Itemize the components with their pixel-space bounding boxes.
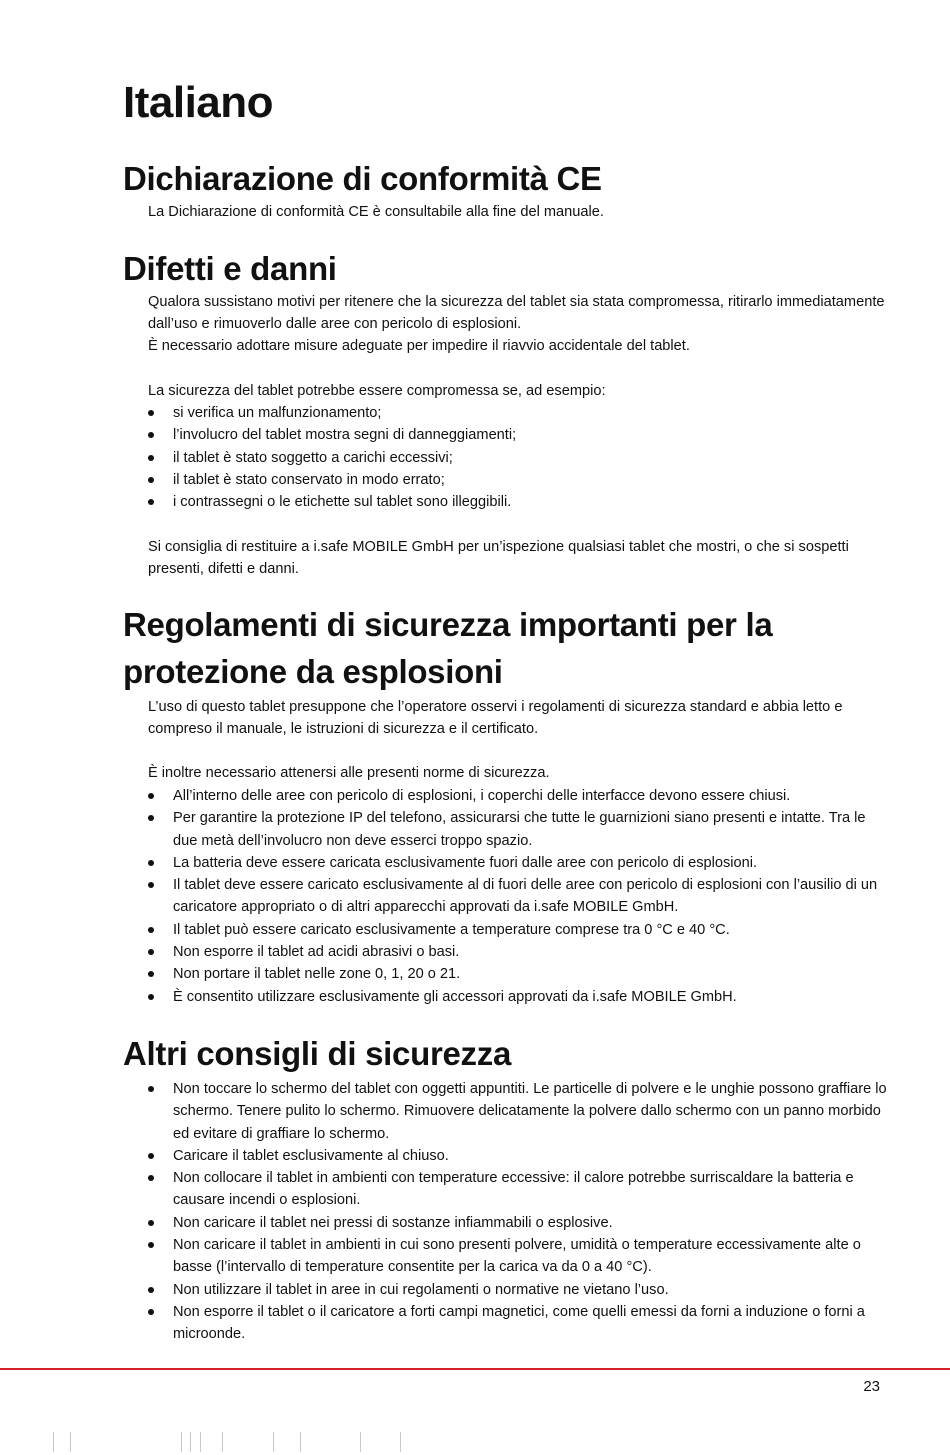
- list-item: Non esporre il tablet o il caricatore a forti campi magnetici, come quelli emessi da forni a induzione o forni a microonde.: [148, 1301, 888, 1346]
- list-item: Non utilizzare il tablet in aree in cui regolamenti o normative ne vietano l’uso.: [148, 1279, 888, 1301]
- scan-mark: [181, 1432, 182, 1452]
- regulations-intro: È inoltre necessario attenersi alle presenti norme di sicurezza.: [148, 765, 550, 781]
- heading-ce-declaration: Dichiarazione di conformità CE: [123, 160, 602, 197]
- scan-mark: [70, 1432, 71, 1452]
- scan-mark: [200, 1432, 201, 1452]
- defects-paragraph-1: Qualora sussistano motivi per ritenere che la sicurezza del tablet sia stata compromessa, ritirarlo immediatamente dall’uso e rimuoverlo dalle aree con pericolo di esplosioni.: [148, 294, 885, 333]
- footer-rule: [0, 1368, 950, 1370]
- scan-mark: [300, 1432, 301, 1452]
- heading-defects: Difetti e danni: [123, 250, 337, 287]
- scan-mark: [222, 1432, 223, 1452]
- scan-mark: [273, 1432, 274, 1452]
- scan-mark: [360, 1432, 361, 1452]
- list-item: Non esporre il tablet ad acidi abrasivi o basi.: [148, 941, 888, 963]
- scan-marks: [50, 1432, 430, 1452]
- list-item: l’involucro del tablet mostra segni di danneggiamenti;: [148, 424, 888, 446]
- page-title: Italiano: [123, 78, 274, 127]
- regulations-list: [148, 785, 888, 1008]
- list-item: si verifica un malfunzionamento;: [148, 402, 888, 424]
- page-number: 23: [863, 1378, 880, 1395]
- list-item: La batteria deve essere caricata esclusivamente fuori dalle aree con pericolo di esplosioni.: [148, 852, 888, 874]
- list-item: All’interno delle aree con pericolo di esplosioni, i coperchi delle interfacce devono essere chiusi.: [148, 785, 888, 807]
- defects-intro: La sicurezza del tablet potrebbe essere compromessa se, ad esempio:: [148, 383, 606, 399]
- list-item: Caricare il tablet esclusivamente al chiuso.: [148, 1145, 888, 1167]
- list-item: Non caricare il tablet nei pressi di sostanze infiammabili o esplosive.: [148, 1212, 888, 1234]
- list-item: È consentito utilizzare esclusivamente gli accessori approvati da i.safe MOBILE GmbH.: [148, 986, 888, 1008]
- list-item: Per garantire la protezione IP del telefono, assicurarsi che tutte le guarnizioni siano presenti e intatte. Tra le due metà dell’involucro non deve esserci troppo spazio.: [148, 807, 888, 852]
- list-item: Non caricare il tablet in ambienti in cui sono presenti polvere, umidità o temperature eccessivamente alte o basse (l’intervallo di temperature consentite per la carica va da 0 a 40 °C).: [148, 1234, 888, 1279]
- heading-regulations-line-1: Regolamenti di sicurezza importanti per la: [123, 606, 773, 643]
- scan-mark: [400, 1432, 401, 1452]
- heading-other-advice: Altri consigli di sicurezza: [123, 1035, 511, 1072]
- list-item: Non portare il tablet nelle zone 0, 1, 20 o 21.: [148, 963, 888, 985]
- list-item: Non toccare lo schermo del tablet con oggetti appuntiti. Le particelle di polvere e le unghie possono graffiare lo schermo. Tenere pulito lo schermo. Rimuovere delicatamente la polvere dallo schermo con un panno morbido ed evitare di graffiare lo schermo.: [148, 1078, 888, 1145]
- heading-regulations-line-2: protezione da esplosioni: [123, 653, 503, 690]
- list-item: Il tablet può essere caricato esclusivamente a temperature comprese tra 0 °C e 40 °C.: [148, 919, 888, 941]
- scan-mark: [53, 1432, 54, 1452]
- list-item: il tablet è stato soggetto a carichi eccessivi;: [148, 447, 888, 469]
- defects-list: [148, 402, 888, 513]
- list-item: i contrassegni o le etichette sul tablet sono illeggibili.: [148, 491, 888, 513]
- defects-paragraph-2: È necessario adottare misure adeguate per impedire il riavvio accidentale del tablet.: [148, 338, 690, 354]
- list-item: Il tablet deve essere caricato esclusivamente al di fuori delle aree con pericolo di esplosioni con l’ausilio di un caricatore appropriato o di altri apparecchi approvati da i.safe MOBILE GmbH.: [148, 874, 888, 919]
- other-advice-list: [148, 1078, 888, 1346]
- list-item: il tablet è stato conservato in modo errato;: [148, 469, 888, 491]
- defects-closing: Si consiglia di restituire a i.safe MOBILE GmbH per un’ispezione qualsiasi tablet che mostri, o che si sospetti presenti, difetti e danni.: [148, 539, 849, 578]
- scan-mark: [190, 1432, 191, 1452]
- regulations-paragraph: L’uso di questo tablet presuppone che l’operatore osservi i regolamenti di sicurezza standard e abbia letto e compreso il manuale, le istruzioni di sicurezza e il certificato.: [148, 699, 843, 738]
- list-item: Non collocare il tablet in ambienti con temperature eccessive: il calore potrebbe surriscaldare la batteria e causare incendi o esplosioni.: [148, 1167, 888, 1212]
- ce-declaration-text: La Dichiarazione di conformità CE è consultabile alla fine del manuale.: [148, 204, 604, 220]
